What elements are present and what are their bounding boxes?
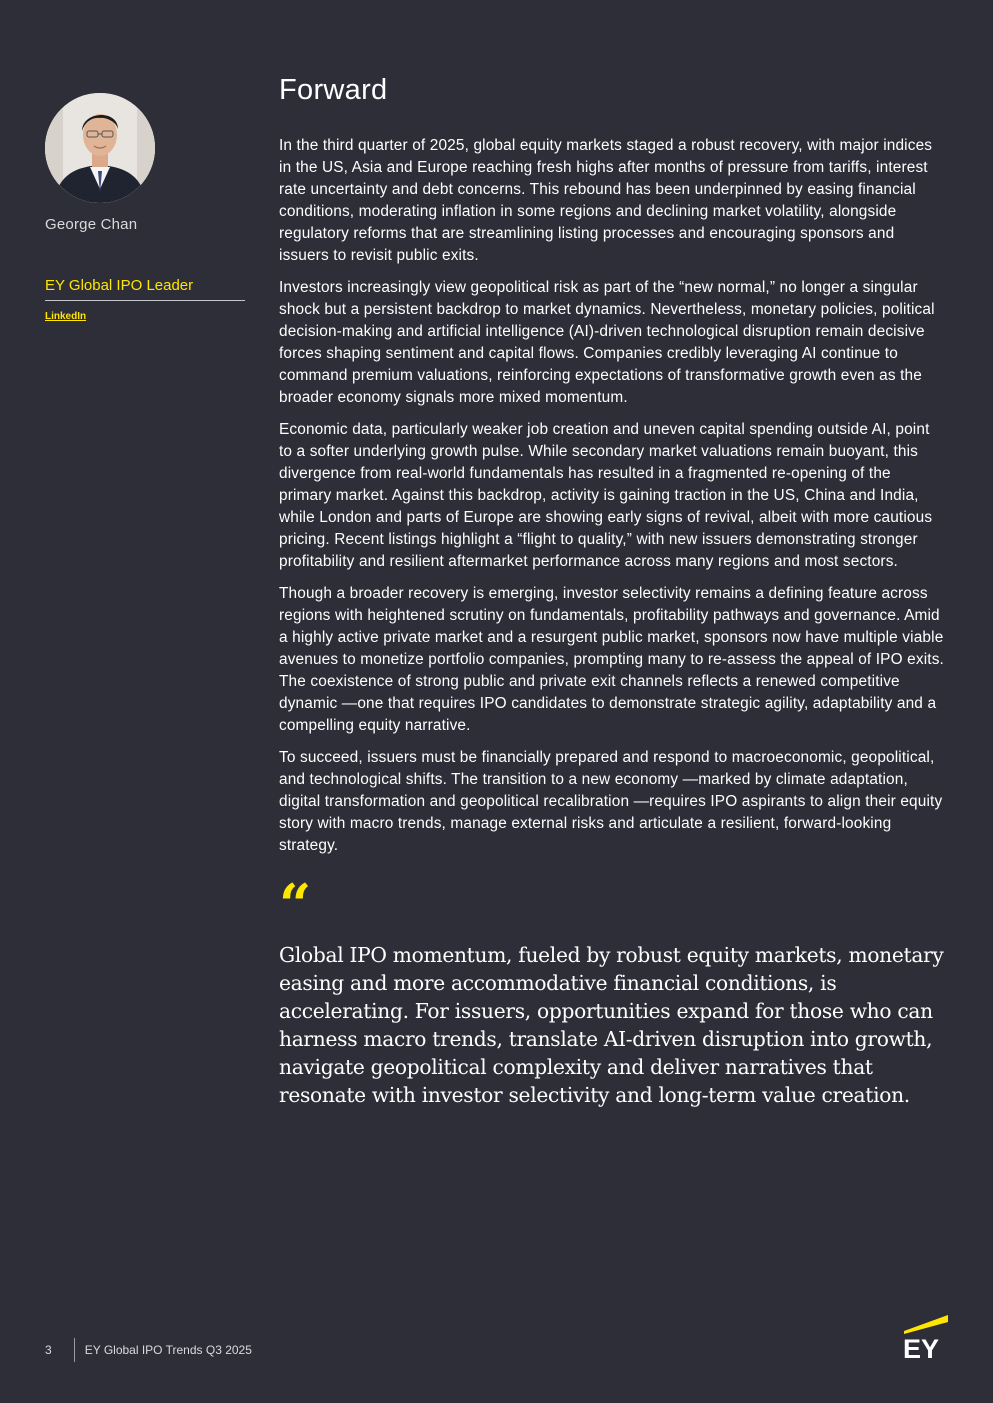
author-name: George Chan [45,216,138,233]
author-role: EY Global IPO Leader [45,277,245,301]
report-title: EY Global IPO Trends Q3 2025 [84,1343,252,1357]
footer-divider [74,1338,75,1362]
body-paragraph: In the third quarter of 2025, global equity markets staged a robust recovery, with major indices in the US, Asia and Europe reaching fresh highs after months of pressure from tariffs, interest rate uncertainty and debt concerns. This rebound has been underpinned by easing financial conditions, moderating inflation in some regions and declining market volatility, alongside regulatory reforms that are streamlining listing processes and encouraging sponsors and issuers to revisit public exits. [279,137,933,264]
page-footer [45,1338,252,1362]
quote-mark-icon: “ [279,872,312,938]
pull-quote: Global IPO momentum, fueled by robust equity markets, monetary easing and more accommodative financial conditions, is accelerating. For issuers, opportunities expand for those who can harness macro trends, translate AI-driven disruption into growth, navigate geopolitical complexity and deliver narratives that resonate with investor selectivity and long-term value creation. [279,943,944,1107]
author-photo-icon [45,93,155,203]
ey-logo-text: EY [903,1334,940,1359]
page-number: 3 [45,1343,52,1357]
main-content [279,74,947,1109]
body-paragraph: To succeed, issuers must be financially prepared and respond to macroeconomic, geopolitical, and technological shifts. The transition to a new economy —marked by climate adaptation, digital transformation and geopolitical recalibration —requires IPO aspirants to align their equity story with macro trends, manage external risks and articulate a resilient, forward-looking strategy. [279,749,943,854]
author-sidebar [45,93,245,324]
avatar [45,93,155,203]
page-title: Forward [279,74,388,106]
ey-logo-icon [903,1313,949,1359]
body-paragraph: Economic data, particularly weaker job creation and uneven capital spending outside AI, point to a softer underlying growth pulse. While secondary market valuations remain buoyant, this divergence from real-world fundamentals has resulted in a fragmented re-opening of the primary market. Against this backdrop, activity is gaining traction in the US, China and India, while London and parts of Europe are showing early signs of revival, albeit with more cautious pricing. Recent listings highlight a “flight to quality,” with new issuers demonstrating stronger profitability and resilient aftermarket performance across many regions and most sectors. [279,421,933,570]
body-paragraph: Though a broader recovery is emerging, investor selectivity remains a defining feature across regions with heightened scrutiny on fundamentals, profitability pathways and governance. Amid a highly active private market and a resurgent public market, sponsors now have multiple viable avenues to monetize portfolio companies, prompting many to re-assess the appeal of IPO exits. The coexistence of strong public and private exit channels reflects a renewed competitive dynamic —one that requires IPO candidates to demonstrate strategic agility, adaptability and a compelling equity narrative. [279,585,944,734]
linkedin-link[interactable]: LinkedIn [45,311,87,322]
body-paragraph: Investors increasingly view geopolitical risk as part of the “new normal,” no longer a singular shock but a persistent backdrop to market dynamics. Nevertheless, monetary policies, political decision-making and artificial intelligence (AI)-driven technological disruption remain decisive forces shaping sentiment and capital flows. Companies credibly leveraging AI continue to command premium valuations, reinforcing expectations of transformative growth even as the broader economy signals more mixed momentum. [279,279,935,406]
